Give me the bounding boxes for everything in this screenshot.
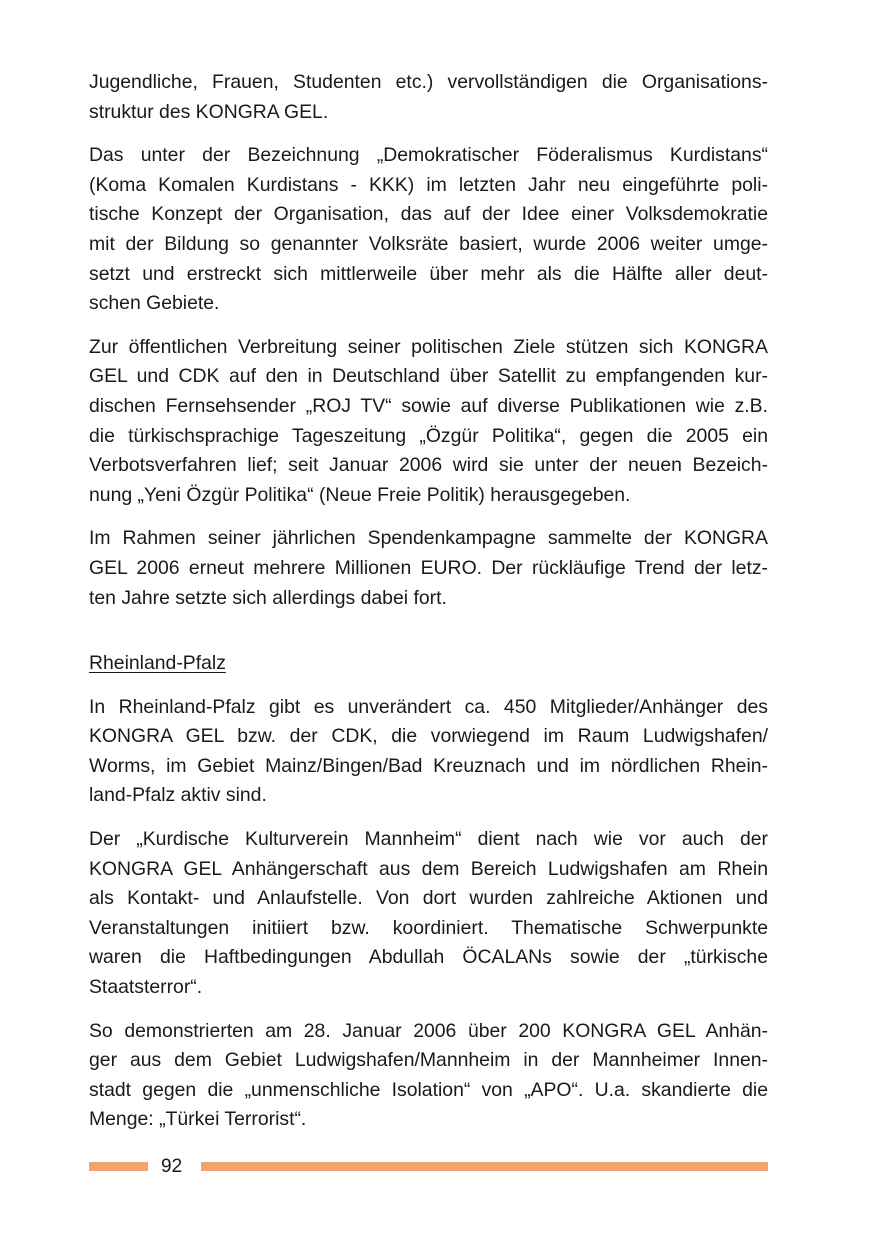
text-line: setzt und erstreckt sich mittlerweile über mehr als die Hälfte aller deut- (89, 262, 768, 285)
page-content (89, 68, 768, 1149)
text-line: So demonstrierten am 28. Januar 2006 über 200 KONGRA GEL Anhän- (89, 1019, 768, 1042)
text-line: tische Konzept der Organisation, das auf der Idee einer Volksdemokratie (89, 203, 768, 226)
text-line: Worms, im Gebiet Mainz/Bingen/Bad Kreuznach und im nördlichen Rhein- (89, 754, 768, 777)
footer-accent-bar-left (89, 1162, 148, 1171)
text-line: ten Jahre setzte sich allerdings dabei fort. (89, 586, 447, 609)
text-line: Der „Kurdische Kulturverein Mannheim“ dient nach wie vor auch der (89, 828, 768, 851)
text-line: Veranstaltungen initiiert bzw. koordiniert. Thematische Schwerpunkte (89, 916, 768, 939)
text-line: GEL 2006 erneut mehrere Millionen EURO. Der rückläufige Trend der letz- (89, 556, 768, 579)
page-number: 92 (161, 1156, 183, 1177)
text-line: struktur des KONGRA GEL. (89, 100, 329, 123)
text-line: Das unter der Bezeichnung „Demokratischer Föderalismus Kurdistans“ (89, 144, 768, 167)
text-line: dischen Fernsehsender „ROJ TV“ sowie auf diverse Publikationen wie z.B. (89, 394, 768, 417)
paragraph-1 (89, 68, 768, 127)
page-footer (89, 1156, 768, 1178)
text-line: (Koma Komalen Kurdistans - KKK) im letzten Jahr neu eingeführte poli- (89, 173, 768, 196)
text-line: Jugendliche, Frauen, Studenten etc.) vervollständigen die Organisations- (89, 71, 768, 93)
text-line: GEL und CDK auf den in Deutschland über Satellit zu empfangenden kur- (89, 365, 768, 388)
paragraph-3 (89, 333, 768, 511)
footer-accent-bar-right (201, 1162, 768, 1171)
text-line: ger aus dem Gebiet Ludwigshafen/Mannheim in der Mannheimer Innen- (89, 1049, 768, 1072)
text-line: land-Pfalz aktiv sind. (89, 784, 267, 807)
text-line: schen Gebiete. (89, 292, 220, 315)
text-line: waren die Haftbedingungen Abdullah ÖCALANs sowie der „türkische (89, 946, 768, 969)
text-line: KONGRA GEL Anhängerschaft aus dem Bereich Ludwigshafen am Rhein (89, 857, 768, 880)
text-line: als Kontakt- und Anlaufstelle. Von dort wurden zahlreiche Aktionen und (89, 887, 768, 910)
text-line: Zur öffentlichen Verbreitung seiner politischen Ziele stützen sich KONGRA (89, 335, 768, 358)
section-heading: Rheinland-Pfalz (89, 652, 226, 675)
section-paragraph-1 (89, 693, 768, 811)
text-line: mit der Bildung so genannter Volksräte basiert, wurde 2006 weiter umge- (89, 232, 768, 255)
text-line: nung „Yeni Özgür Politika“ (Neue Freie Politik) herausgegeben. (89, 483, 631, 506)
paragraph-2 (89, 141, 768, 319)
section-paragraph-2 (89, 825, 768, 1003)
section-paragraph-3 (89, 1017, 768, 1135)
text-line: die türkischsprachige Tageszeitung „Özgür Politika“, gegen die 2005 ein (89, 424, 768, 447)
paragraph-4 (89, 524, 768, 613)
text-line: In Rheinland-Pfalz gibt es unverändert ca. 450 Mitglieder/Anhänger des (89, 695, 768, 718)
text-line: Menge: „Türkei Terrorist“. (89, 1108, 307, 1131)
text-line: Verbotsverfahren lief; seit Januar 2006 wird sie unter der neuen Bezeich- (89, 454, 768, 477)
text-line: stadt gegen die „unmenschliche Isolation“ von „APO“. U.a. skandierte die (89, 1078, 768, 1101)
text-line: Staatsterror“. (89, 976, 203, 999)
text-line: Im Rahmen seiner jährlichen Spendenkampagne sammelte der KONGRA (89, 527, 768, 550)
text-line: KONGRA GEL bzw. der CDK, die vorwiegend im Raum Ludwigshafen/ (89, 725, 768, 748)
